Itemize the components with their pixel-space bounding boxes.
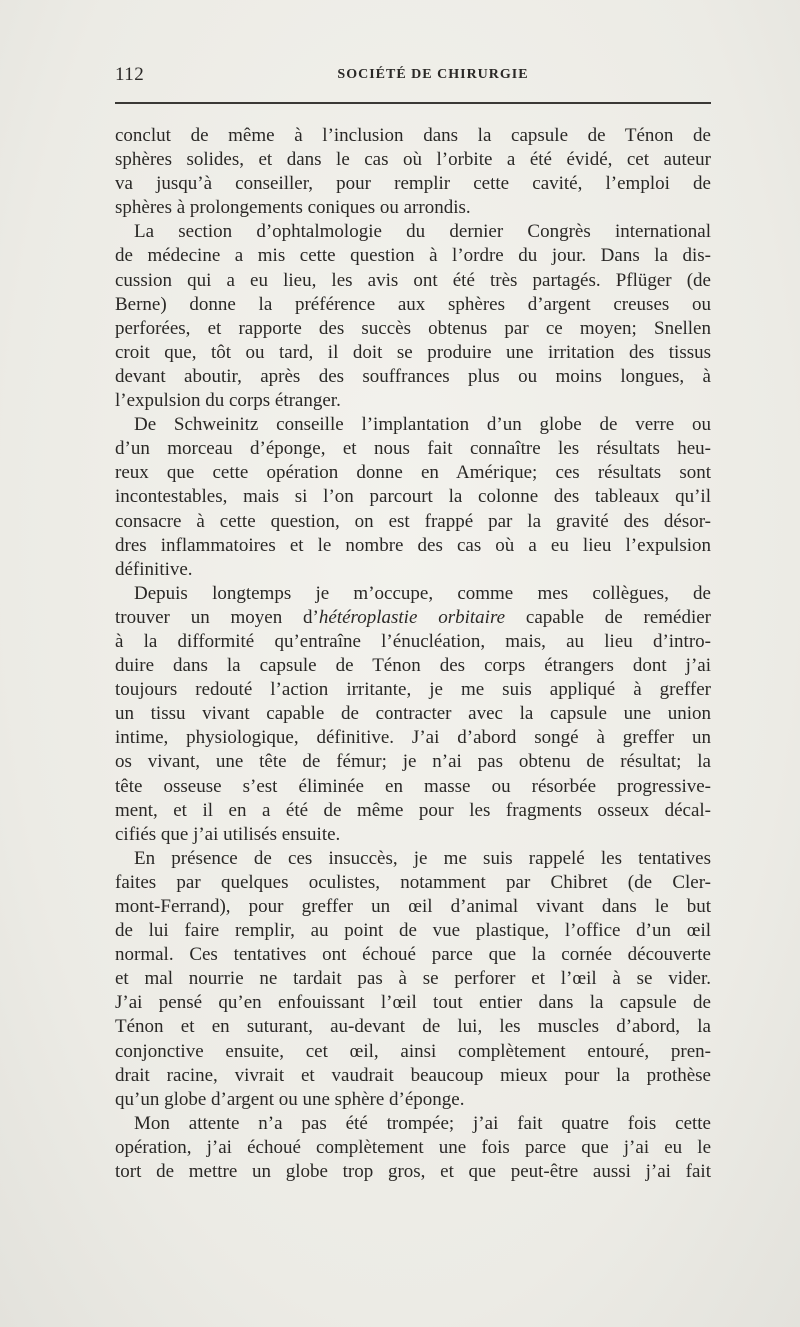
text-line: incontestables, mais si l’on parcourt la colonne des tableaux qu’il bbox=[115, 486, 711, 508]
text-line: croit que, tôt ou tard, il doit se produire une irritation des tissus bbox=[115, 341, 711, 363]
text-line: conclut de même à l’inclusion dans la capsule de Ténon de bbox=[115, 125, 711, 146]
text-line: reux que cette opération donne en Amérique; ces résultats sont bbox=[115, 462, 711, 484]
body-text bbox=[115, 124, 711, 1184]
text-line: dres inflammatoires et le nombre des cas où a eu lieu l’expulsion bbox=[115, 534, 711, 556]
text-line: de lui faire remplir, au point de vue plastique, l’office d’un œil bbox=[115, 920, 711, 942]
text-line: définitive. bbox=[115, 558, 193, 580]
text-line: faites par quelques oculistes, notamment par Chibret (de Cler- bbox=[115, 871, 711, 893]
text-line: et mal nourrie ne tardait pas à se perforer et l’œil à se vider. bbox=[115, 968, 711, 990]
text-line: de médecine a mis cette question à l’ordre du jour. Dans la dis- bbox=[115, 245, 711, 267]
text-line: Berne) donne la préférence aux sphères d’argent creuses ou bbox=[115, 293, 711, 315]
paragraph-5 bbox=[115, 847, 711, 1112]
text-line: cussion qui a eu lieu, les avis ont été très partagés. Pflüger (de bbox=[115, 269, 711, 291]
text-line: La section d’ophtalmologie du dernier Congrès international bbox=[134, 221, 711, 243]
paragraph-3 bbox=[115, 413, 711, 582]
page-number: 112 bbox=[115, 64, 145, 85]
text-line: En présence de ces insuccès, je me suis rappelé les tentatives bbox=[134, 847, 711, 869]
text-line: perforées, et rapporte des succès obtenus par ce moyen; Snellen bbox=[115, 317, 711, 339]
text-line: intime, physiologique, définitive. J’ai d’abord songé à greffer un bbox=[115, 727, 711, 749]
text-line: un tissu vivant capable de contracter avec la capsule une union bbox=[115, 703, 711, 725]
text-line: Depuis longtemps je m’occupe, comme mes collègues, de bbox=[134, 582, 711, 604]
text-line: sphères solides, et dans le cas où l’orbite a été évidé, cet auteur bbox=[115, 149, 711, 171]
text-line: tort de mettre un globe trop gros, et que peut-être aussi j’ai fait bbox=[115, 1161, 711, 1183]
text-line: conjonctive ensuite, cet œil, ainsi complètement entouré, pren- bbox=[115, 1040, 711, 1062]
page-header bbox=[115, 64, 711, 88]
text-line: ment, et il en a été de même pour les fragments osseux décal- bbox=[115, 799, 711, 821]
paragraph-1 bbox=[115, 124, 711, 220]
text-line: va jusqu’à conseiller, pour remplir cette cavité, l’emploi de bbox=[115, 173, 711, 195]
paragraph-6 bbox=[115, 1112, 711, 1184]
running-title: SOCIÉTÉ DE CHIRURGIE bbox=[337, 67, 529, 82]
paragraph-4 bbox=[115, 582, 711, 847]
text-line: duire dans la capsule de Ténon des corps étrangers dont j’ai bbox=[115, 655, 711, 677]
text-line: tête osseuse s’est éliminée en masse ou résorbée progressive- bbox=[115, 775, 711, 797]
text-line: De Schweinitz conseille l’implantation d’un globe de verre ou bbox=[134, 414, 711, 436]
text-segment: capable de remédier bbox=[505, 606, 711, 628]
text-line: Mon attente n’a pas été trompée; j’ai fait quatre fois cette bbox=[134, 1112, 711, 1134]
text-line: consacre à cette question, on est frappé par la gravité des désor- bbox=[115, 510, 711, 532]
text-line: sphères à prolongements coniques ou arrondis. bbox=[115, 197, 471, 219]
paragraph-2 bbox=[115, 220, 711, 413]
text-line: drait racine, vivrait et vaudrait beaucoup mieux pour la prothèse bbox=[115, 1064, 711, 1086]
text-line: J’ai pensé qu’en enfouissant l’œil tout entier dans la capsule de bbox=[115, 992, 711, 1014]
text-line: os vivant, une tête de fémur; je n’ai pas obtenu de résultat; la bbox=[115, 751, 711, 773]
text-line: opération, j’ai échoué complètement une fois parce que j’ai eu le bbox=[115, 1136, 711, 1158]
text-line: d’un morceau d’éponge, et nous fait connaître les résultats heu- bbox=[115, 438, 711, 460]
text-segment: trouver un moyen d’ bbox=[115, 606, 319, 628]
text-line: cifiés que j’ai utilisés ensuite. bbox=[115, 823, 341, 845]
text-line: qu’un globe d’argent ou une sphère d’éponge. bbox=[115, 1088, 465, 1110]
text-line: toujours redouté l’action irritante, je me suis appliqué à greffer bbox=[115, 679, 711, 701]
text-line: à la difformité qu’entraîne l’énucléation, mais, au lieu d’intro- bbox=[115, 630, 711, 652]
italic-term: hétéroplastie orbitaire bbox=[318, 606, 506, 628]
text-line: l’expulsion du corps étranger. bbox=[115, 390, 341, 412]
text-line: mont-Ferrand), pour greffer un œil d’animal vivant dans le but bbox=[115, 896, 711, 917]
text-line: normal. Ces tentatives ont échoué parce que la cornée découverte bbox=[115, 944, 711, 966]
text-line-mixed bbox=[115, 606, 711, 630]
text-line: devant aboutir, après des souffrances plus ou moins longues, à bbox=[115, 365, 711, 387]
text-line: Ténon et en suturant, au-devant de lui, les muscles d’abord, la bbox=[115, 1016, 711, 1038]
header-rule bbox=[115, 102, 711, 104]
